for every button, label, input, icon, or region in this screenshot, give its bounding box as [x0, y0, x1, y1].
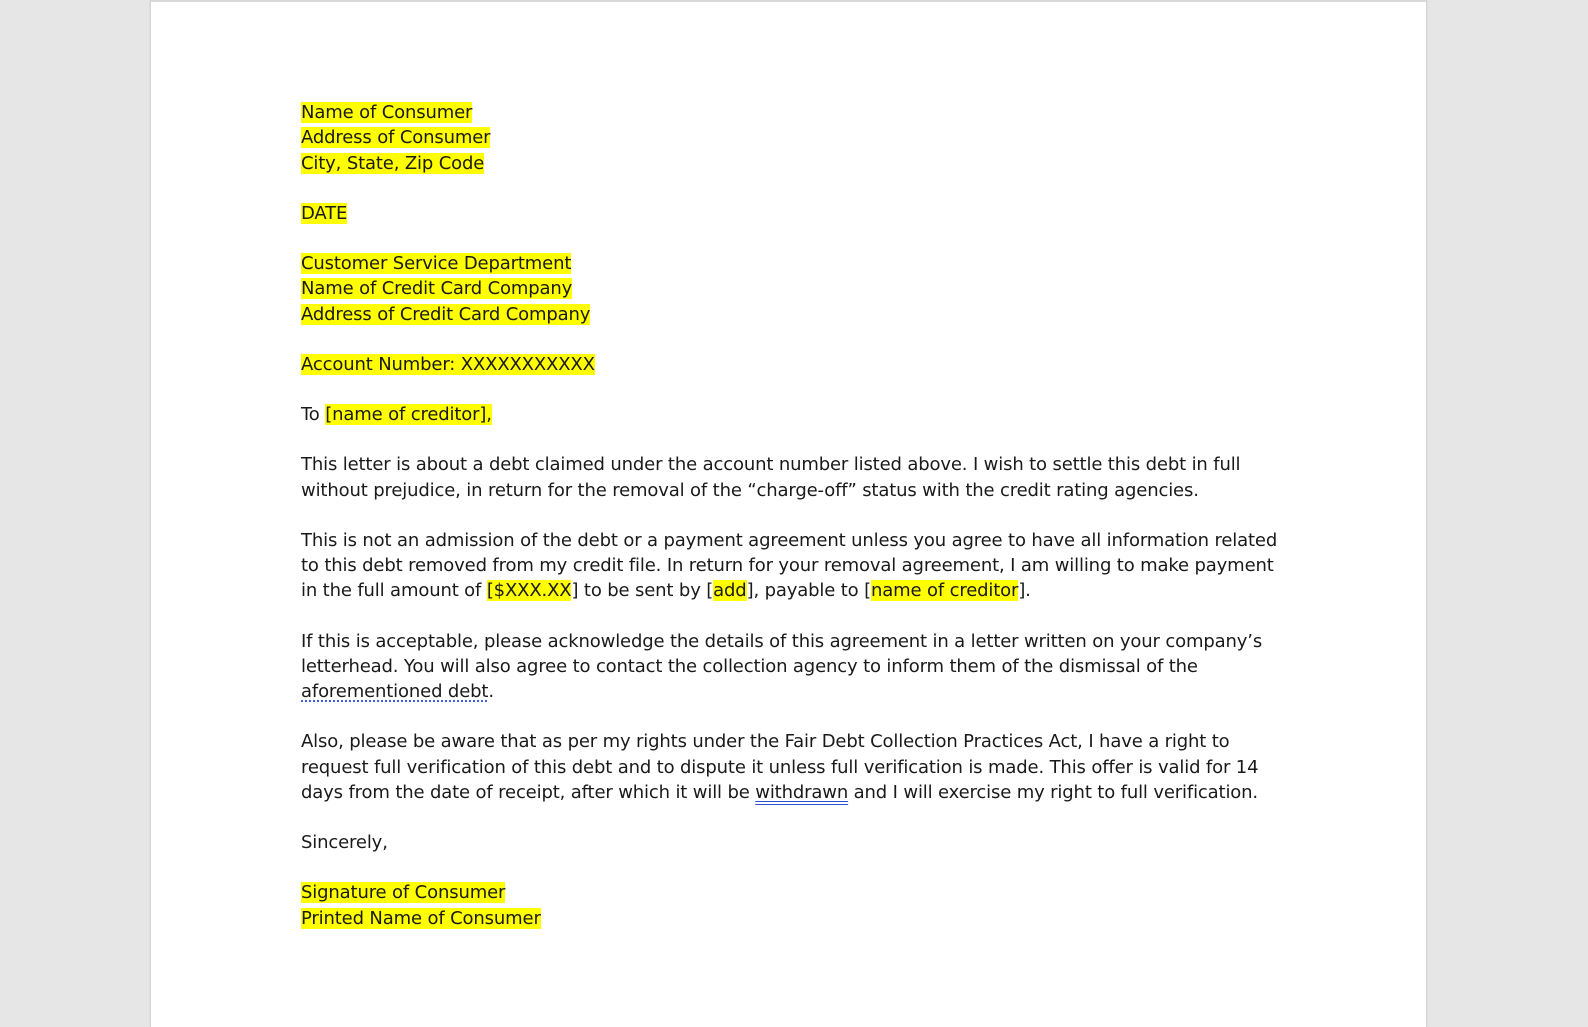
recipient-address: Address of Credit Card Company — [301, 303, 591, 325]
paragraph-text: ] to be sent by [ — [571, 580, 714, 602]
blank-line — [301, 427, 1281, 452]
blank-line — [301, 856, 1281, 881]
salutation-prefix: To — [301, 404, 326, 425]
printed-name: Printed Name of Consumer — [301, 907, 541, 929]
salutation-creditor: [name of creditor], — [325, 404, 492, 425]
account-number: Account Number: XXXXXXXXXXX — [301, 353, 595, 375]
paragraph-text: This is not an admission of the debt or a payment agreement unless you agree to have all information related to this debt removed from my credit file. In return for your removal agreement, I am willing to make payment in the full amount of — [301, 529, 1278, 602]
signature-line: Signature of Consumer — [301, 882, 506, 904]
blank-line — [301, 503, 1281, 528]
paragraph-settlement-offer: This letter is about a debt claimed under the account number listed above. I wish to settle this debt in full without prejudice, in return for the removal of the “charge-off” status with the credit rating agencies. — [301, 454, 1241, 501]
proofing-flagged-word[interactable]: withdrawn — [755, 782, 849, 804]
blank-line — [301, 604, 1281, 629]
proofing-flagged-text[interactable]: aforementioned debt — [301, 681, 489, 703]
blank-line — [301, 377, 1281, 402]
paragraph-text: If this is acceptable, please acknowledge the details of this agreement in a letter written on your company’s letterhead. You will also agree to contact the collection agency to inform them of the dismissal of the — [301, 630, 1263, 677]
recipient-block — [301, 251, 1281, 327]
letter-body[interactable] — [301, 100, 1281, 931]
sender-city-state-zip: City, State, Zip Code — [301, 152, 485, 174]
closing: Sincerely, — [301, 832, 388, 854]
payment-date-placeholder: add — [713, 580, 747, 602]
payee-creditor: name of creditor — [870, 580, 1019, 602]
paragraph-payment-terms — [301, 528, 1281, 604]
sender-address: Address of Consumer — [301, 127, 491, 149]
recipient-department: Customer Service Department — [301, 253, 572, 274]
paragraph-text: ]. — [1018, 580, 1031, 602]
blank-line — [301, 806, 1281, 831]
sender-name: Name of Consumer — [301, 102, 473, 123]
blank-line — [301, 705, 1281, 730]
paragraph-text: Also, please be aware that as per my rights under the Fair Debt Collection Practices Act, I have a right to request full verification of this debt and to dispute it unless full verification is made. This offer is valid for 14 days from the date of receipt, after which it will be — [301, 731, 1259, 804]
paragraph-rights — [301, 729, 1281, 805]
paragraph-acknowledgement — [301, 629, 1281, 705]
blank-line — [301, 176, 1281, 201]
signature-block — [301, 880, 1281, 931]
document-page — [150, 0, 1427, 1027]
letter-date: DATE — [301, 202, 348, 224]
blank-line — [301, 327, 1281, 352]
paragraph-text: ], payable to [ — [746, 580, 871, 602]
salutation — [301, 402, 1281, 427]
paragraph-text: and I will exercise my right to full verification. — [848, 782, 1258, 804]
payment-amount: [$XXX.XX — [486, 580, 572, 602]
blank-line — [301, 226, 1281, 251]
sender-block — [301, 100, 1281, 176]
paragraph-text: . — [488, 681, 494, 703]
recipient-company: Name of Credit Card Company — [301, 278, 573, 300]
